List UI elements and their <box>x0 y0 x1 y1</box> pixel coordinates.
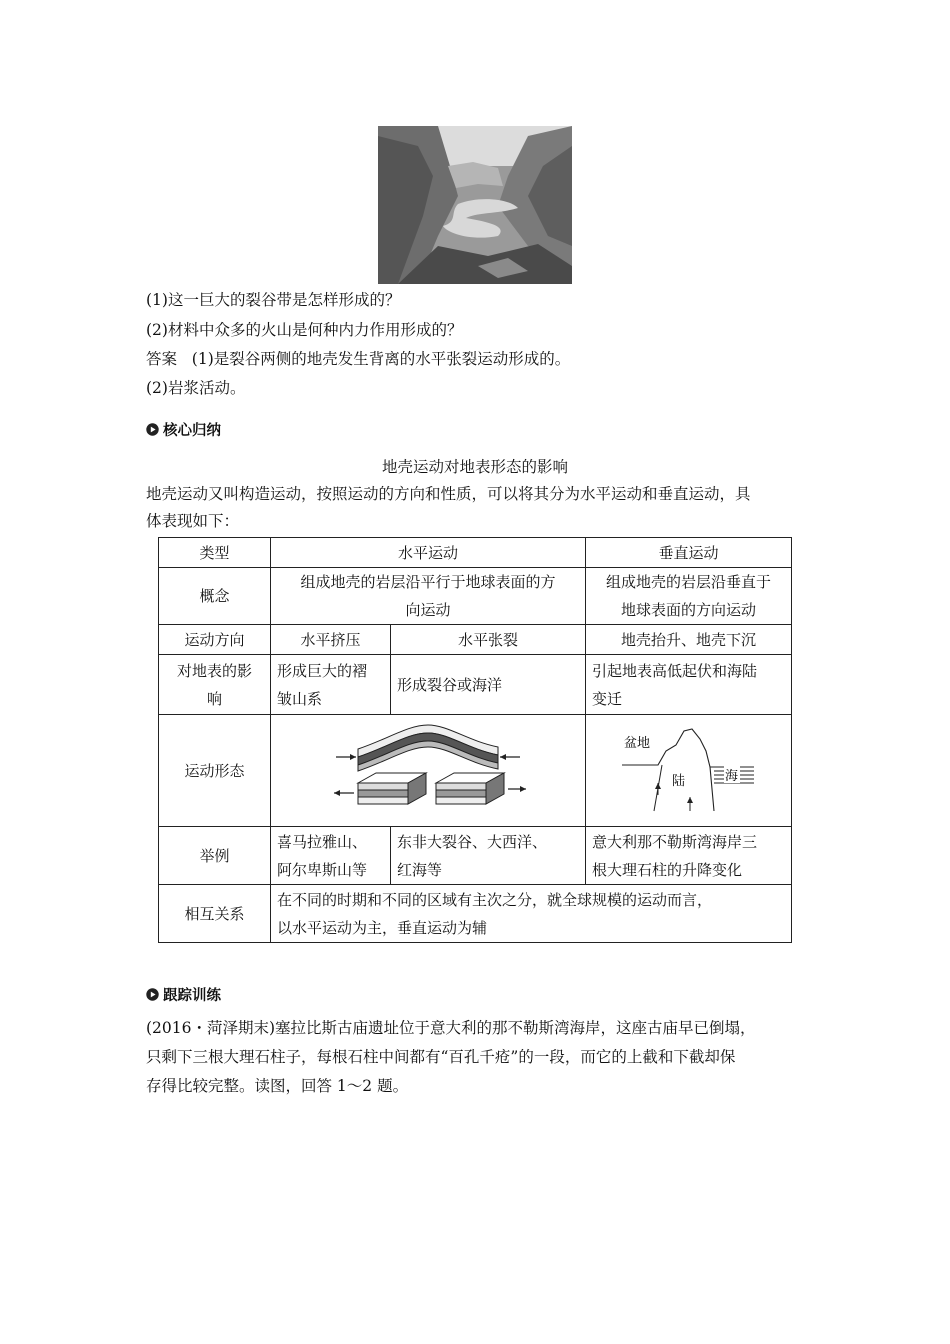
cell-line: 以水平运动为主，垂直运动为辅 <box>277 918 488 937</box>
table-row <box>159 538 792 568</box>
intro-line-1: 地壳运动又叫构造运动，按照运动的方向和性质，可以将其分为水平运动和垂直运动，具 <box>146 485 751 503</box>
direction-vertical: 地壳抬升、地壳下沉 <box>586 625 792 655</box>
table-row <box>159 655 792 715</box>
cell-line: 向运动 <box>405 601 451 619</box>
crust-movement-table <box>158 537 792 943</box>
exercise-line-3: 存得比较完整。读图，回答 1～2 题。 <box>146 1077 409 1095</box>
cell-line: 根大理石柱的升降变化 <box>592 860 743 879</box>
cell-line: 响 <box>206 689 222 708</box>
concept-horizontal <box>271 568 586 625</box>
cell-line: 东非大裂谷、大西洋、 <box>397 832 548 851</box>
cell-line: 皱山系 <box>277 689 323 708</box>
cell-line: 在不同的时期和不同的区域有主次之分，就全球规模的运动而言， <box>277 890 713 909</box>
uplift-subsidence-diagram <box>614 721 764 821</box>
example-label: 举例 <box>159 827 271 885</box>
cell-line: 组成地壳的岩层沿垂直于 <box>606 573 772 591</box>
effect-vertical <box>586 655 792 715</box>
effect-squeeze <box>271 655 391 715</box>
concept-vertical <box>586 568 792 625</box>
section-heading-core <box>146 419 221 440</box>
basin-label: 盆地 <box>623 735 650 751</box>
table-title: 地壳运动对地表形态的影响 <box>381 458 568 476</box>
cell-line: 形成巨大的褶 <box>277 661 368 680</box>
direction-squeeze: 水平挤压 <box>271 625 391 655</box>
fold-and-rift-diagram <box>328 721 528 821</box>
cell-line: 意大利那不勒斯湾海岸三 <box>592 832 758 851</box>
answer-label: 答案 <box>146 350 178 368</box>
horizontal-movement-figure <box>271 715 586 827</box>
table-row <box>159 715 792 827</box>
question-2: (2)材料中众多的火山是何种内力作用形成的？ <box>146 321 463 339</box>
question-1: (1)这一巨大的裂谷带是怎样形成的？ <box>146 291 401 309</box>
cell-line: 变迁 <box>592 689 623 708</box>
header-horizontal: 水平运动 <box>271 538 586 568</box>
effect-label <box>159 655 271 715</box>
concept-label: 概念 <box>159 568 271 625</box>
answer-line-2: (2)岩浆活动。 <box>146 379 246 397</box>
cell-line: 红海等 <box>397 860 443 879</box>
header-type: 类型 <box>159 538 271 568</box>
answer-line-1 <box>146 349 570 370</box>
vertical-movement-figure <box>586 715 792 827</box>
form-label: 运动形态 <box>159 715 271 827</box>
section-heading-practice <box>146 984 221 1005</box>
table-row <box>159 827 792 885</box>
table-row <box>159 625 792 655</box>
exercise-line-1: (2016・菏泽期末)塞拉比斯古庙遗址位于意大利的那不勒斯湾海岸，这座古庙早已倒塌， <box>146 1019 756 1037</box>
example-vertical <box>586 827 792 885</box>
table-row <box>159 885 792 943</box>
header-vertical: 垂直运动 <box>586 538 792 568</box>
sea-label: 海 <box>724 768 738 784</box>
exercise-line-2: 只剩下三根大理石柱子，每根石柱中间都有“百孔千疮”的一段，而它的上截和下截却保 <box>146 1048 736 1066</box>
section-heading-practice-label: 跟踪训练 <box>163 988 221 1004</box>
direction-label: 运动方向 <box>159 625 271 655</box>
relation-text <box>271 885 792 943</box>
play-circle-icon <box>146 423 159 436</box>
cell-line: 阿尔卑斯山等 <box>277 860 368 879</box>
example-rift <box>391 827 586 885</box>
table-row <box>159 568 792 625</box>
example-squeeze <box>271 827 391 885</box>
section-heading-core-label: 核心归纳 <box>163 423 221 439</box>
land-label: 陆 <box>671 773 685 789</box>
cell-line: 对地表的影 <box>176 661 252 680</box>
answer-text-1: (1)是裂谷两侧的地壳发生背离的水平张裂运动形成的。 <box>191 350 571 368</box>
cell-line: 喜马拉雅山、 <box>277 832 368 851</box>
effect-rift: 形成裂谷或海洋 <box>391 655 586 715</box>
cell-line: 地球表面的方向运动 <box>621 601 757 619</box>
cell-line: 组成地壳的岩层沿平行于地球表面的方 <box>300 573 556 591</box>
direction-rift: 水平张裂 <box>391 625 586 655</box>
intro-line-2: 体表现如下： <box>146 512 240 530</box>
relation-label: 相互关系 <box>159 885 271 943</box>
play-circle-icon <box>146 988 159 1001</box>
rift-valley-photo <box>378 126 572 284</box>
cell-line: 引起地表高低起伏和海陆 <box>592 661 758 680</box>
